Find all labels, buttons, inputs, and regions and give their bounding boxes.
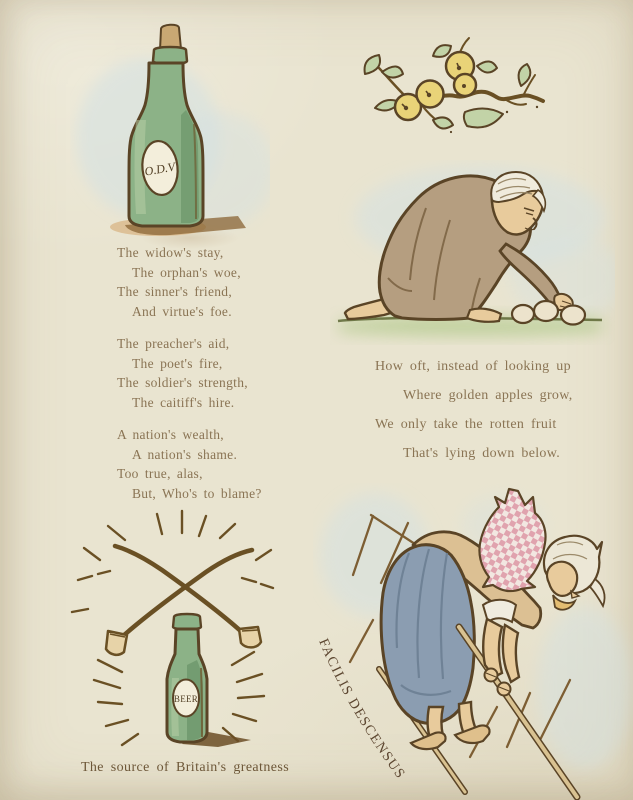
poem-line: A nation's wealth, bbox=[117, 427, 224, 442]
poem-line: A nation's shame. bbox=[132, 446, 238, 462]
poem-line: The preacher's aid, bbox=[117, 336, 230, 351]
poem-line: The caitiff's hire. bbox=[132, 394, 235, 410]
slipper bbox=[455, 725, 490, 743]
beer-bottle bbox=[167, 614, 207, 742]
slipper bbox=[411, 732, 446, 749]
poem-line: That's lying down below. bbox=[403, 446, 561, 461]
stanza-3 bbox=[117, 425, 307, 503]
poem-line: The soldier's strength, bbox=[117, 375, 248, 390]
motto-text: FACILIS DESCENSUS bbox=[315, 636, 409, 783]
green-bottle bbox=[129, 25, 203, 226]
poem-line: We only take the rotten fruit bbox=[375, 417, 557, 432]
poem-line: Too true, alas, bbox=[117, 466, 203, 481]
poem-line: The orphan's woe, bbox=[132, 264, 241, 280]
poem-line: The sinner's friend, bbox=[117, 284, 233, 299]
illustration-pipes-beer bbox=[70, 500, 290, 760]
poem-line: How oft, instead of looking up bbox=[375, 359, 571, 374]
illustration-apple-branch bbox=[355, 30, 555, 145]
rotten-fruit bbox=[512, 301, 585, 325]
ladder-rung bbox=[350, 620, 373, 662]
cap-tail bbox=[590, 579, 605, 606]
bottle-lip bbox=[173, 614, 201, 629]
bottle-lip bbox=[153, 47, 187, 64]
poem-line: And virtue's foe. bbox=[132, 303, 232, 319]
illustration-kneeling-man bbox=[330, 160, 615, 345]
beer-label-text: BEER bbox=[173, 694, 199, 704]
poem-line: The widow's stay, bbox=[117, 245, 224, 260]
stanza-2 bbox=[117, 334, 307, 412]
stanza-1 bbox=[117, 243, 307, 321]
poem-line: Where golden apples grow, bbox=[403, 388, 573, 403]
forearm bbox=[503, 625, 519, 682]
face bbox=[547, 562, 577, 596]
poem-line: The poet's fire, bbox=[132, 355, 223, 371]
right-foot bbox=[467, 309, 501, 322]
left-poem bbox=[117, 243, 307, 516]
illustration-facilis-descensus bbox=[313, 483, 633, 800]
illustration-odv-bottle bbox=[70, 20, 270, 240]
bottle-label-text: O.D.V bbox=[143, 159, 177, 179]
poem-line: But, Who's to blame? bbox=[132, 485, 262, 501]
right-poem bbox=[375, 352, 605, 468]
bottom-left-caption: The source of Britain's greatness bbox=[80, 760, 290, 775]
